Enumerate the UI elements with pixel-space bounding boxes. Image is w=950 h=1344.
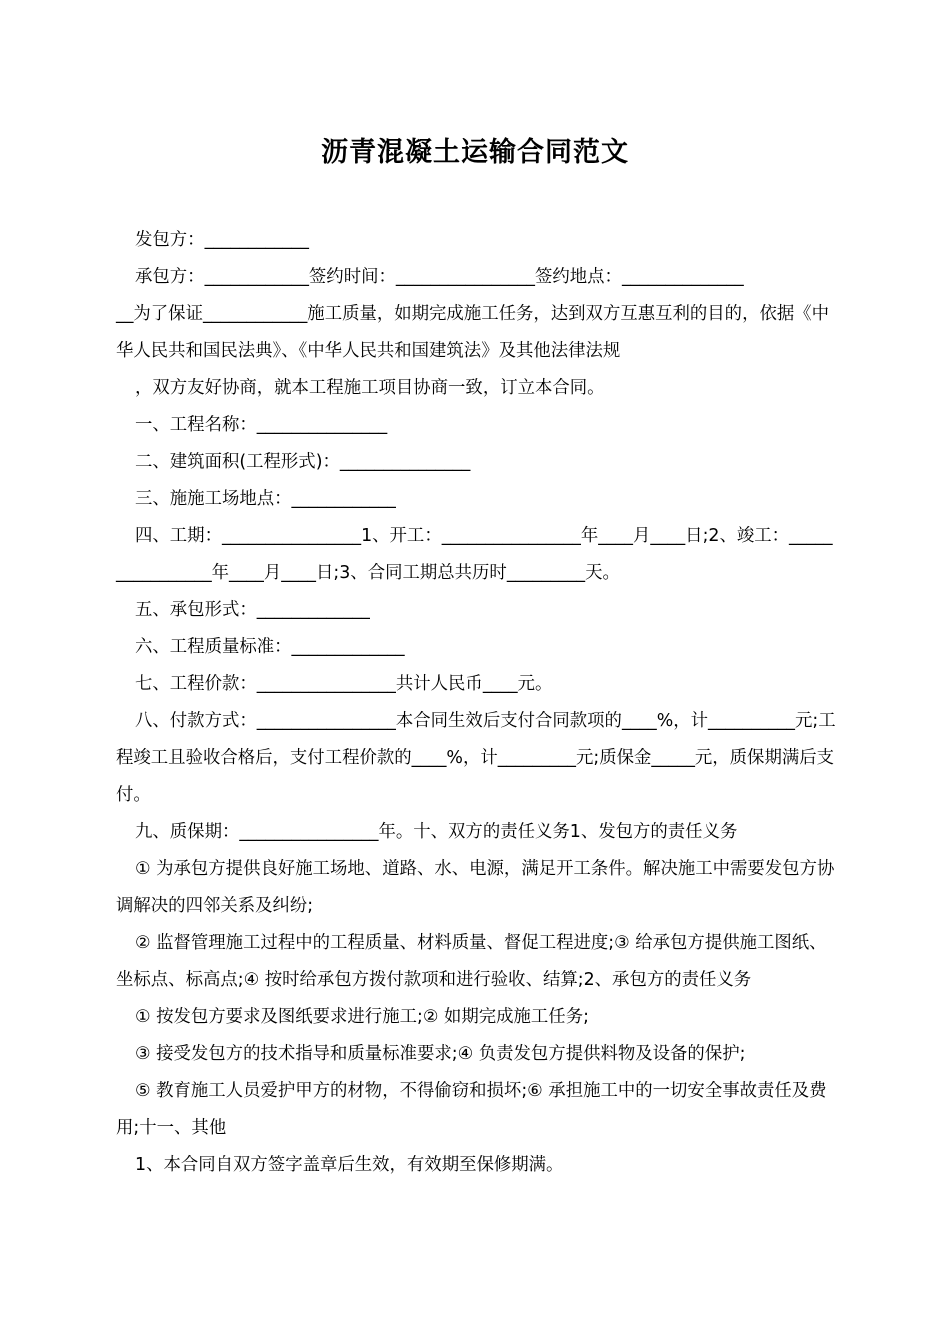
clause-project-name: 一、工程名称：_______________ bbox=[135, 415, 388, 435]
clause-warranty: 九、质保期：________________年。十、双方的责任义务1、发包方的责任义务 bbox=[135, 822, 738, 842]
party-b-line: 承包方：____________签约时间：________________签约地点：______________ bbox=[135, 267, 744, 287]
clause-validity: 1、本合同自双方签字盖章后生效，有效期至保修期满。 bbox=[135, 1155, 564, 1175]
clause-schedule: 四、工期：________________1、开工：________________年____月____日;2、竣工：________________年____月____日;3、合同工期总共历时_________天。 bbox=[116, 526, 833, 583]
document-title: 沥青混凝土运输合同范文 bbox=[321, 137, 629, 168]
document-body bbox=[116, 222, 838, 1184]
duty-item: ③ 接受发包方的技术指导和质量标准要求;④ 负责发包方提供料物及设备的保护; bbox=[135, 1044, 746, 1064]
clause-contract-form: 五、承包形式：_____________ bbox=[135, 600, 370, 620]
party-a-line: 发包方：____________ bbox=[135, 230, 309, 250]
duty-item: ② 监督管理施工过程中的工程质量、材料质量、督促工程进度;③ 给承包方提供施工图纸、坐标点、标高点;④ 按时给承包方拨付款项和进行验收、结算;2、承包方的责任义务 bbox=[116, 933, 827, 990]
clause-building-area: 二、建筑面积(工程形式)：_______________ bbox=[135, 452, 471, 472]
agreement-line: ，双方友好协商，就本工程施工项目协商一致，订立本合同。 bbox=[135, 378, 605, 398]
clause-quality-standard: 六、工程质量标准：_____________ bbox=[135, 637, 405, 657]
duty-item: ① 按发包方要求及图纸要求进行施工;② 如期完成施工任务; bbox=[135, 1007, 589, 1027]
purpose-paragraph: __为了保证____________施工质量，如期完成施工任务，达到双方互惠互利的目的，依据《中华人民共和国民法典》、《中华人民共和国建筑法》及其他法律法规 bbox=[116, 304, 830, 361]
clause-price: 七、工程价款：________________共计人民币____元。 bbox=[135, 674, 553, 694]
clause-payment: 八、付款方式：________________本合同生效后支付合同款项的____%，计__________元;工程竣工且验收合格后，支付工程价款的____%，计_________元;质保金_____元，质保期满后支付。 bbox=[116, 711, 836, 805]
clause-site-location: 三、施施工场地点：____________ bbox=[135, 489, 396, 509]
duty-item: ① 为承包方提供良好施工场地、道路、水、电源，满足开工条件。解决施工中需要发包方协调解决的四邻关系及纠纷; bbox=[116, 859, 835, 916]
duty-item: ⑤ 教育施工人员爱护甲方的材物，不得偷窃和损坏;⑥ 承担施工中的一切安全事故责任及费用;十一、其他 bbox=[116, 1081, 827, 1138]
